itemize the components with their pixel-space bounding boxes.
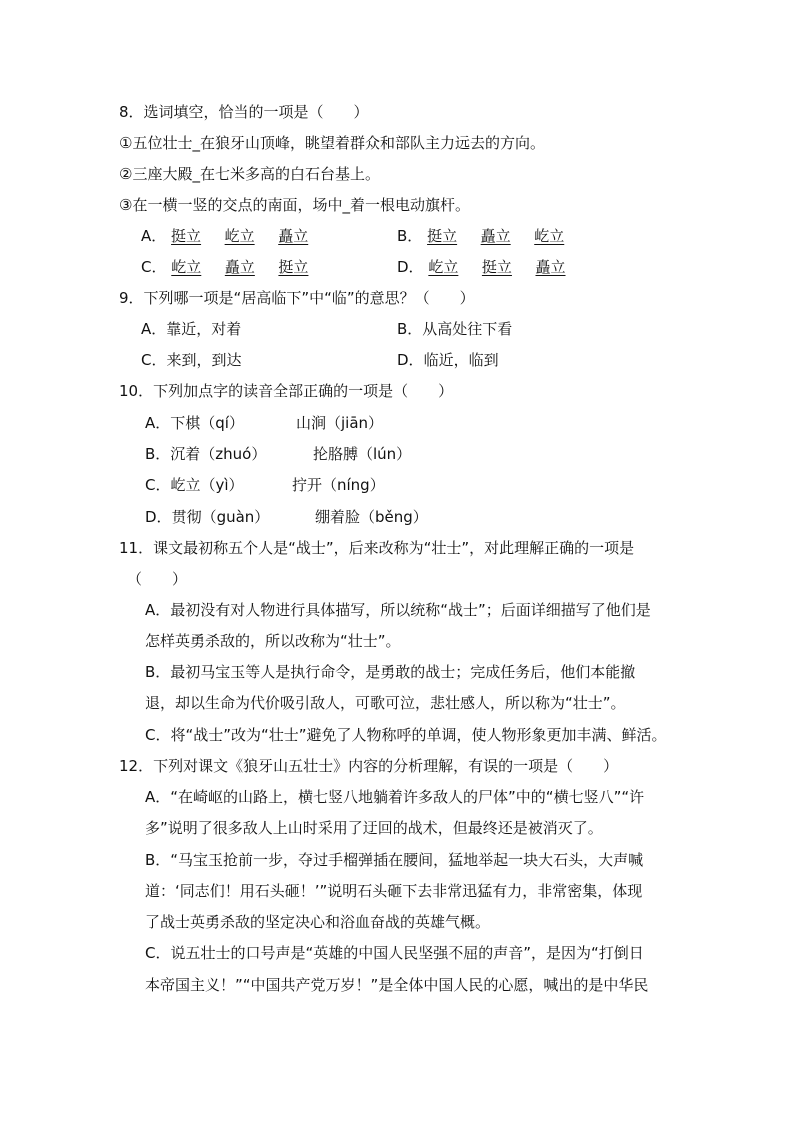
q8-option-d [397, 257, 566, 277]
option-text: 从高处往下看 [422, 320, 513, 338]
word: 挺立 [278, 258, 309, 276]
word: 屹立 [534, 227, 565, 245]
q9-option-d [397, 350, 499, 370]
q8-option-c [141, 257, 308, 277]
option-text: 来到，到达 [166, 351, 242, 369]
word: 屹立 [224, 227, 255, 245]
q8-option-b [397, 226, 564, 246]
q11-stem-line-2: （ ） [127, 570, 188, 588]
option-label: D． [397, 351, 424, 369]
option-first: 沉着（zhuó） [170, 445, 267, 463]
word: 挺立 [427, 227, 458, 245]
q12-option-b-line-2: 道：‘同志们！用石头砸！’”说明石头砸下去非常迅猛有力，非常密集，体现 [145, 882, 643, 900]
q11-stem-line-1: 11．课文最初称五个人是“战士”，后来改称为“壮士”，对此理解正确的一项是 [119, 539, 635, 557]
q10-option-d-second: 绷着脸（běng） [315, 508, 428, 526]
q12-option-a-line-1: A．“在崎岖的山路上，横七竖八地躺着许多敌人的尸体”中的“横七竖八”“许 [145, 788, 645, 806]
option-first: 下棋（qí） [170, 414, 244, 432]
q12-stem: 12．下列对课文《狼牙山五壮士》内容的分析理解，有误的一项是（ ） [119, 757, 619, 775]
word: 挺立 [171, 227, 202, 245]
option-first: 屹立（yì） [170, 476, 244, 494]
q9-option-c [141, 350, 242, 370]
q11-option-a-line-2: 怎样英勇杀敌的，所以改称为“壮士”。 [145, 632, 401, 650]
word: 矗立 [535, 258, 566, 276]
q10-option-b [145, 444, 266, 464]
q9-option-b [397, 319, 512, 339]
word: 屹立 [428, 258, 459, 276]
q10-option-a [145, 413, 244, 433]
q10-option-c [145, 475, 244, 495]
q8-item-3: ③在一横一竖的交点的南面，场中_着一根电动旗杆。 [119, 196, 470, 214]
q11-option-b-line-2: 退，却以生命为代价吸引敌人，可歌可泣，悲壮感人，所以称为“壮士”。 [145, 694, 626, 712]
q12-option-a-line-2: 多”说明了很多敌人上山时采用了迂回的战术，但最终还是被消灭了。 [145, 819, 603, 837]
option-label: C． [145, 476, 171, 494]
q8-stem: 8．选词填空，恰当的一项是（ ） [119, 103, 369, 121]
word: 矗立 [278, 227, 309, 245]
q11-option-a-line-1: A．最初没有对人物进行具体描写，所以统称“战士”；后面详细描写了他们是 [145, 601, 651, 619]
option-label: A． [145, 414, 171, 432]
q12-option-b-line-3: 了战士英勇杀敌的坚定决心和浴血奋战的英雄气概。 [145, 913, 491, 931]
q11-option-c-line-1: C．将“战士”改为“壮士”避免了人物称呼的单调，使人物形象更加丰满、鲜活。 [145, 726, 667, 744]
q8-option-a [141, 226, 308, 246]
q12-option-c-line-1: C．说五壮士的口号声是“英雄的中国人民坚强不屈的声音”，是因为“打倒日 [145, 944, 644, 962]
q10-option-a-second: 山涧（jiān） [296, 414, 384, 432]
q12-option-c-line-2: 本帝国主义！”“中国共产党万岁！”是全体中国人民的心愿，喊出的是中华民 [145, 976, 649, 994]
word: 挺立 [481, 258, 512, 276]
option-label: A． [141, 227, 167, 245]
option-text: 靠近，对着 [166, 320, 242, 338]
q9-option-a [141, 319, 241, 339]
q9-stem: 9．下列哪一项是“居高临下”中“临”的意思？（ ） [119, 289, 475, 307]
option-label: C． [141, 351, 167, 369]
word: 矗立 [224, 258, 255, 276]
option-label: D． [397, 258, 424, 276]
q8-item-2: ②三座大殿_在七米多高的白石台基上。 [119, 165, 380, 183]
q10-stem: 10．下列加点字的读音全部正确的一项是（ ） [119, 382, 454, 400]
option-label: A． [141, 320, 167, 338]
option-label: B． [145, 445, 171, 463]
q10-option-c-second: 拧开（níng） [292, 476, 385, 494]
q8-item-1: ①五位壮士_在狼牙山顶峰，眺望着群众和部队主力远去的方向。 [119, 134, 545, 152]
q11-option-b-line-1: B．最初马宝玉等人是执行命令，是勇敢的战士；完成任务后，他们本能撤 [145, 663, 636, 681]
option-first: 贯彻（guàn） [171, 508, 270, 526]
option-label: B． [397, 227, 423, 245]
q10-option-b-second: 抡胳膊（lún） [313, 445, 412, 463]
option-text: 临近，临到 [423, 351, 499, 369]
q12-option-b-line-1: B．“马宝玉抢前一步，夺过手榴弹插在腰间，猛地举起一块大石头，大声喊 [145, 851, 644, 869]
q10-option-d [145, 507, 269, 527]
option-label: B． [397, 320, 423, 338]
word: 屹立 [171, 258, 202, 276]
option-label: C． [141, 258, 167, 276]
word: 矗立 [480, 227, 511, 245]
option-label: D． [145, 508, 172, 526]
